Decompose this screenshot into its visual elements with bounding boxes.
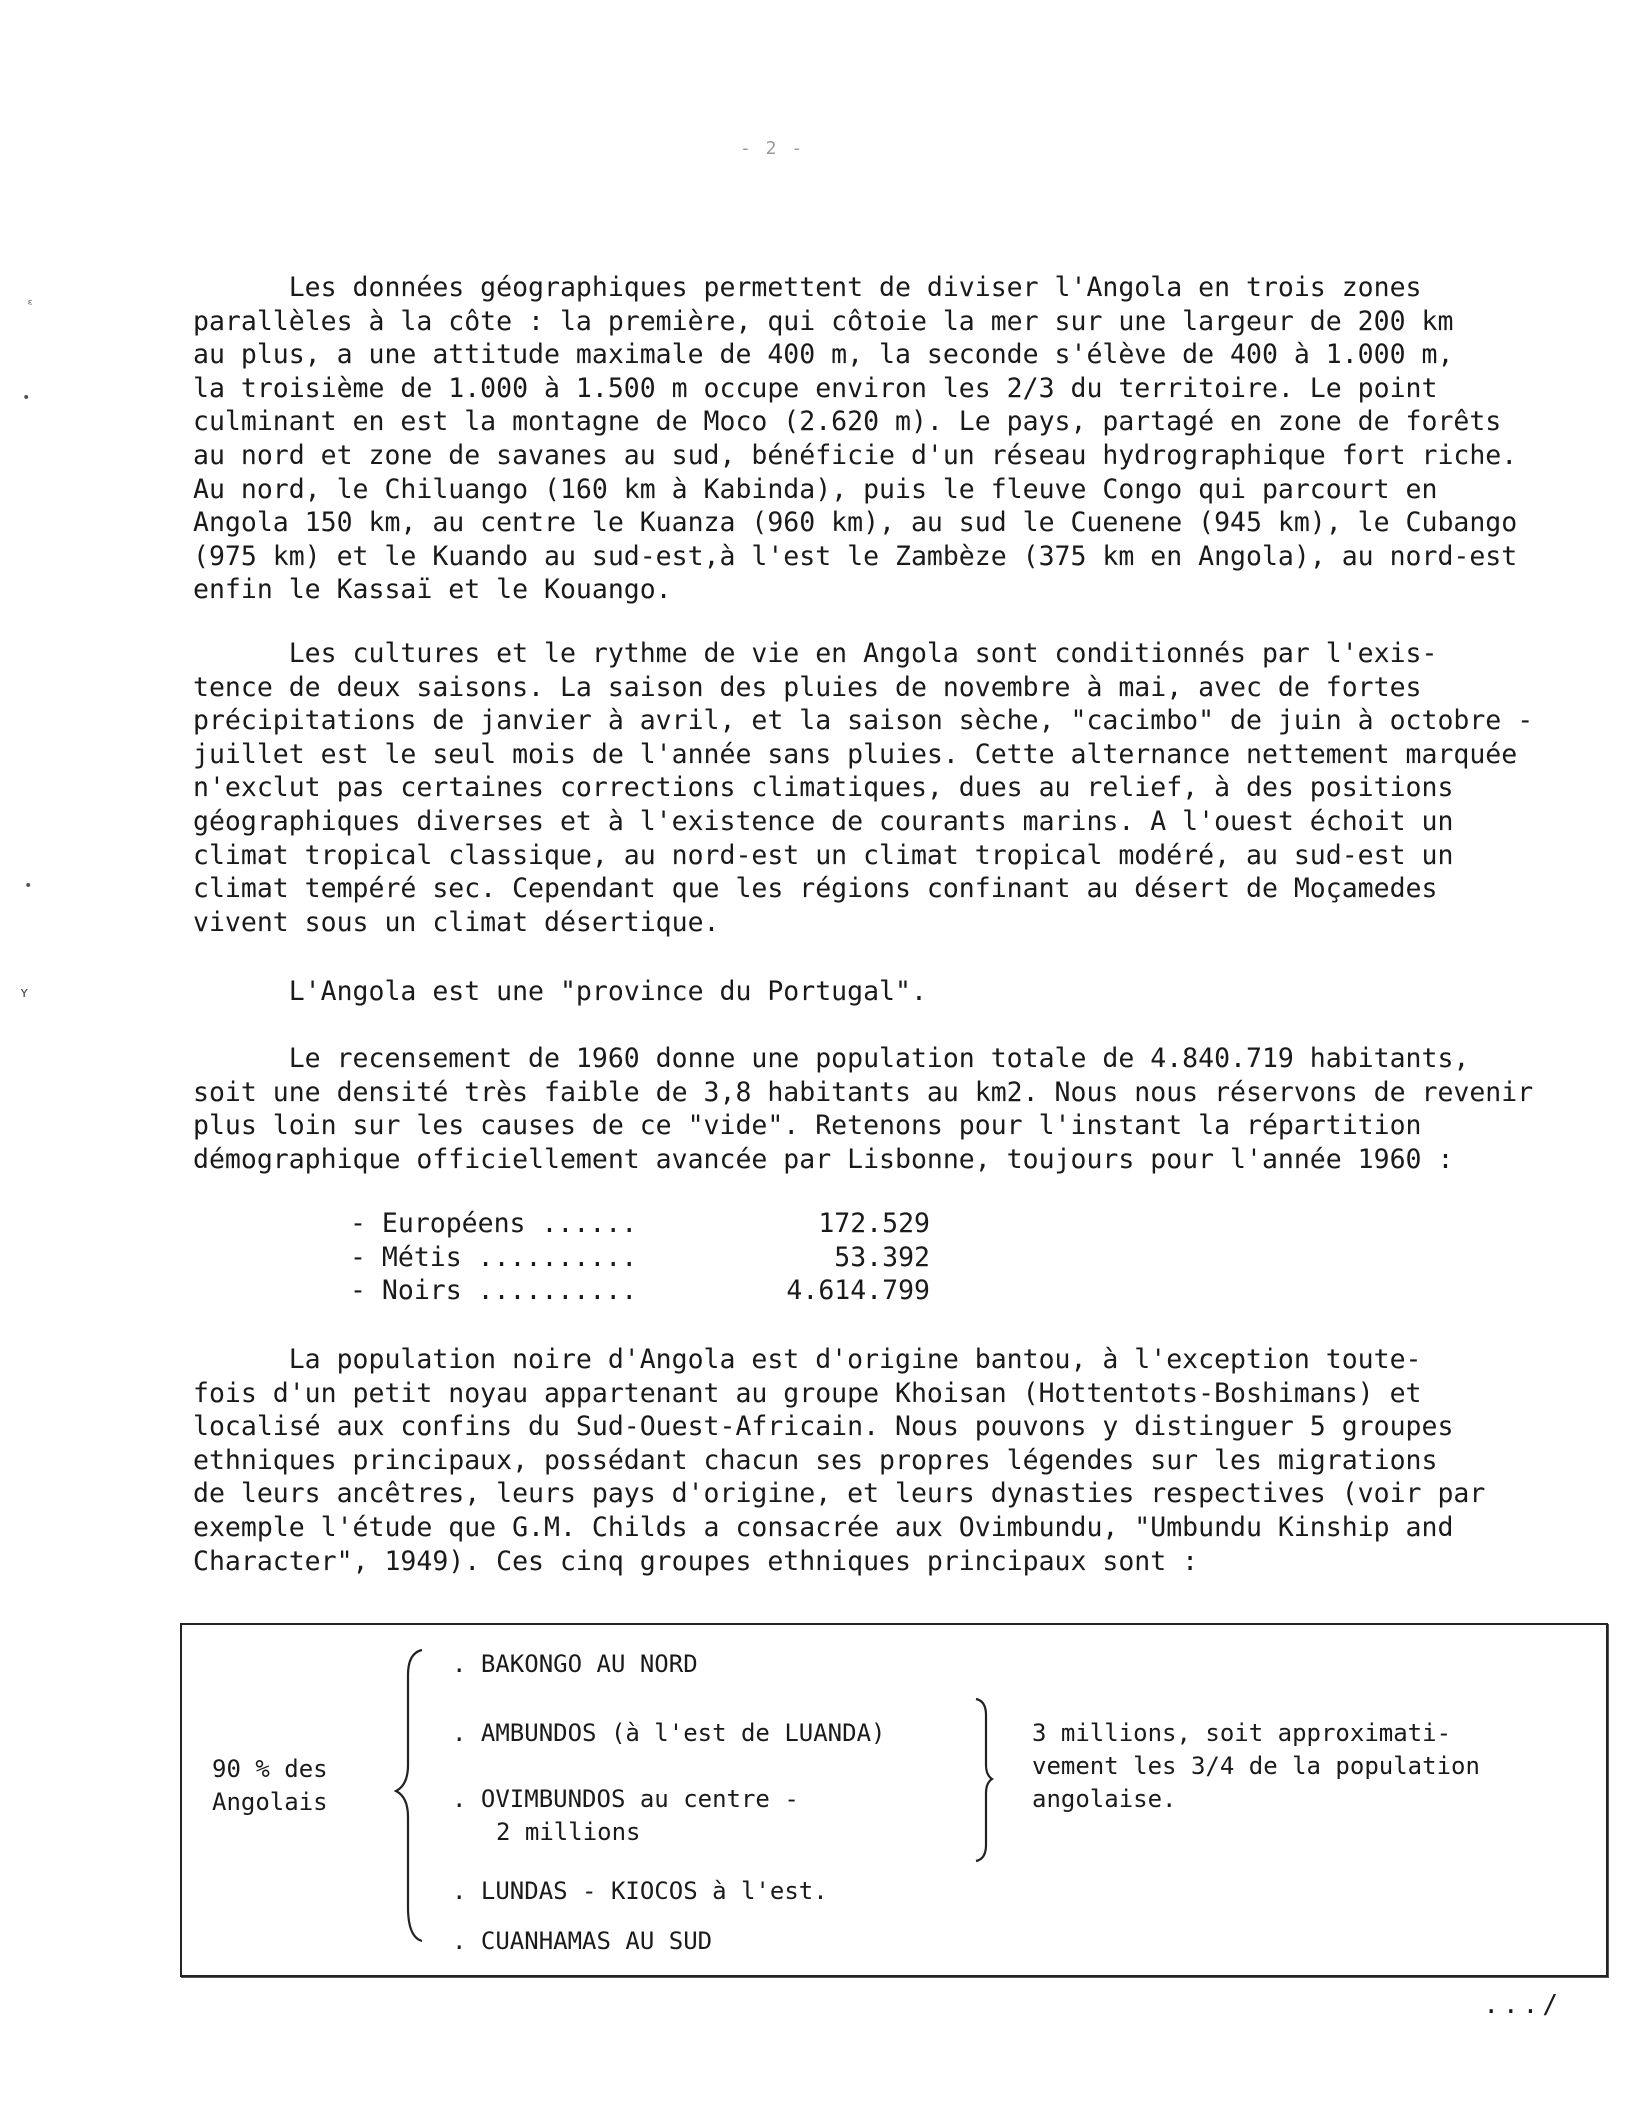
continuation-mark: .../ <box>1483 1990 1562 2020</box>
group-item: . LUNDAS - KIOCOS à l'est. <box>452 1877 828 1905</box>
population-label: - Noirs .......... <box>350 1275 638 1307</box>
population-value: 4.614.799 <box>786 1275 930 1307</box>
group-item: . BAKONGO AU NORD <box>452 1650 698 1678</box>
ethnic-groups-box <box>180 1623 1608 1977</box>
group-item: . AMBUNDOS (à l'est de LUANDA) <box>452 1719 886 1747</box>
population-label: - Européens ...... <box>350 1208 638 1239</box>
population-label: - Métis .......... <box>350 1241 638 1273</box>
population-value: 172.529 <box>818 1208 930 1239</box>
population-row <box>350 1274 930 1308</box>
population-breakdown <box>350 1207 930 1308</box>
margin-mark: • <box>22 390 31 406</box>
population-row <box>350 1241 930 1275</box>
group-item: . CUANHAMAS AU SUD <box>452 1927 713 1955</box>
group-item: 2 millions <box>496 1818 641 1846</box>
paragraph-geography: Les données géographiques permettent de diviser l'Angola en trois zones parallèles à la côte : la première, qui côtoie la mer sur une largeur de 200 km au plus, a une attitude maximale de 400 m, la seconde s'élève de 400 à 1.000 m, la troisième de 1.000 à 1.500 m occupe environ les 2/3 du territoire. Le point culminant en est la montagne de Moco (2.620 m). Le pays, partagé en zone de forêts au nord et zone de savanes au sud, bénéficie d'un réseau hydrographique fort riche. Au nord, le Chiluango (160 km à Kabinda), puis le fleuve Congo qui parcourt en Angola 150 km, au centre le Kuanza (960 km), au sud le Cuenene (945 km), le Cubango (975 km) et le Kuando au sud-est,à l'est le Zambèze (375 km en Angola), au nord-est enfin le Kassaï et le Kouango. <box>193 272 1518 606</box>
paragraph-census: Le recensement de 1960 donne une population totale de 4.840.719 habitants, soit une densité très faible de 3,8 habitants au km2. Nous nous réservons de revenir plus loin sur les causes de ce "vide". Retenons pour l'instant la répartition démographique officiellement avancée par Lisbonne, toujours pour l'année 1960 : <box>193 1043 1534 1175</box>
margin-mark: • <box>24 878 33 894</box>
population-row <box>350 1207 930 1241</box>
paragraph-ethnic-groups: La population noire d'Angola est d'origine bantou, à l'exception toute- fois d'un petit noyau appartenant au groupe Khoisan (Hottentots-Boshimans) et localisé aux confins du Sud-Ouest-Africain. Nous pouvons y distinguer 5 groupes ethniques principaux, possédant chacun ses propres légendes sur les migrations de leurs ancêtres, leurs pays d'origine, et leurs dynasties respectives (voir par exemple l'étude que G.M. Childs a consacrée aux Ovimbundu, "Umbundu Kinship and Character", 1949). Ces cinq groupes ethniques principaux sont : <box>193 1344 1486 1577</box>
group-item: . OVIMBUNDOS au centre - <box>452 1785 799 1813</box>
margin-mark: ʏ <box>20 985 29 1001</box>
total-note: 3 millions, soit approximati- vement les 3/4 de la population angolaise. <box>1032 1719 1480 1813</box>
right-brace <box>972 1695 996 1865</box>
share-label: 90 % des Angolais <box>212 1755 328 1816</box>
population-value: 53.392 <box>834 1241 930 1273</box>
paragraph-climate: Les cultures et le rythme de vie en Angola sont conditionnés par l'exis- tence de deux saisons. La saison des pluies de novembre à mai, avec de fortes précipitations de janvier à avril, et la saison sèche, "cacimbo" de juin à octobre - juillet est le seul mois de l'année sans pluies. Cette alternance nettement marquée n'exclut pas certaines corrections climatiques, dues au relief, à des positions géographiques diverses et à l'existence de courants marins. A l'ouest échoit un climat tropical classique, au nord-est un climat tropical modéré, au sud-est un climat tempéré sec. Cependant que les régions confinant au désert de Moçamedes vivent sous un climat désertique. <box>193 638 1534 938</box>
paragraph-province: L'Angola est une "province du Portugal". <box>193 976 927 1007</box>
left-brace <box>392 1645 432 1945</box>
page-number: - 2 - <box>740 138 805 159</box>
margin-mark: ᵋ <box>26 297 35 313</box>
